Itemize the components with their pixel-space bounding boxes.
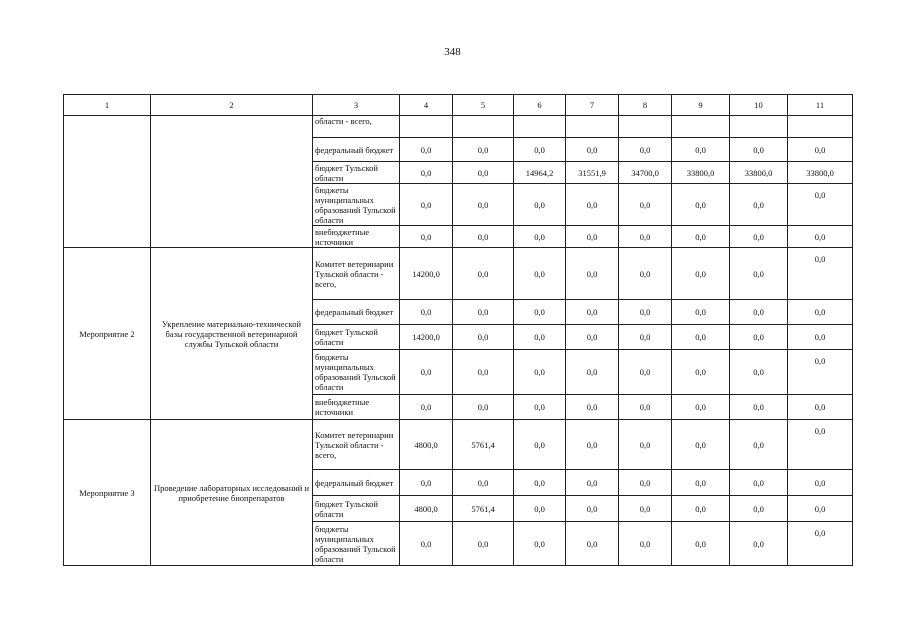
value-cell: 14200,0	[400, 325, 453, 350]
value-cell: 0,0	[453, 470, 514, 496]
value-cell: 0,0	[619, 470, 672, 496]
value-cell: 0,0	[566, 470, 619, 496]
value-cell: 0,0	[672, 138, 730, 162]
funding-source: бюджеты муниципальных образований Тульской области	[313, 350, 400, 395]
value-cell: 0,0	[566, 325, 619, 350]
funding-source: федеральный бюджет	[313, 470, 400, 496]
value-cell: 0,0	[514, 470, 566, 496]
value-cell: 0,0	[730, 420, 788, 470]
value-cell: 0,0	[788, 522, 853, 566]
value-cell: 0,0	[619, 138, 672, 162]
value-cell: 0,0	[453, 184, 514, 226]
header-cell: 9	[672, 95, 730, 116]
value-cell: 0,0	[730, 325, 788, 350]
value-cell: 0,0	[400, 162, 453, 184]
value-cell: 33800,0	[672, 162, 730, 184]
value-cell: 33800,0	[788, 162, 853, 184]
funding-source: внебюджетные источники	[313, 226, 400, 248]
value-cell: 0,0	[619, 300, 672, 325]
value-cell: 0,0	[672, 184, 730, 226]
value-cell: 4800,0	[400, 420, 453, 470]
funding-source: федеральный бюджет	[313, 300, 400, 325]
header-cell: 7	[566, 95, 619, 116]
value-cell	[672, 116, 730, 138]
header-cell: 10	[730, 95, 788, 116]
value-cell	[453, 116, 514, 138]
value-cell: 0,0	[672, 420, 730, 470]
value-cell: 0,0	[788, 226, 853, 248]
header-row	[64, 95, 853, 116]
value-cell	[619, 116, 672, 138]
value-cell: 0,0	[514, 226, 566, 248]
value-cell: 0,0	[672, 325, 730, 350]
value-cell: 0,0	[514, 420, 566, 470]
value-cell: 0,0	[672, 395, 730, 420]
value-cell: 5761,4	[453, 496, 514, 522]
funding-source: бюджеты муниципальных образований Тульской области	[313, 522, 400, 566]
value-cell: 0,0	[514, 350, 566, 395]
value-cell: 0,0	[788, 470, 853, 496]
value-cell: 14200,0	[400, 248, 453, 300]
funding-source: бюджеты муниципальных образований Тульской области	[313, 184, 400, 226]
value-cell: 0,0	[788, 325, 853, 350]
value-cell: 0,0	[672, 350, 730, 395]
value-cell: 0,0	[619, 226, 672, 248]
value-cell: 0,0	[672, 496, 730, 522]
value-cell: 0,0	[514, 248, 566, 300]
value-cell: 0,0	[566, 350, 619, 395]
value-cell: 0,0	[400, 184, 453, 226]
funding-source: бюджет Тульской области	[313, 325, 400, 350]
event-name	[151, 116, 313, 248]
funding-source: области - всего,	[313, 116, 400, 138]
value-cell: 0,0	[566, 522, 619, 566]
value-cell: 0,0	[566, 395, 619, 420]
value-cell: 0,0	[453, 325, 514, 350]
value-cell	[566, 116, 619, 138]
value-cell: 0,0	[514, 325, 566, 350]
header-cell: 4	[400, 95, 453, 116]
event-label: Мероприятие 2	[64, 248, 151, 420]
value-cell: 0,0	[788, 350, 853, 395]
value-cell: 0,0	[453, 350, 514, 395]
value-cell: 0,0	[619, 522, 672, 566]
funding-source: бюджет Тульской области	[313, 496, 400, 522]
value-cell: 0,0	[788, 138, 853, 162]
value-cell: 0,0	[788, 300, 853, 325]
funding-source: внебюджетные источники	[313, 395, 400, 420]
value-cell: 0,0	[400, 522, 453, 566]
value-cell: 0,0	[619, 350, 672, 395]
funding-source: Комитет ветеринарии Тульской области - всего,	[313, 420, 400, 470]
value-cell: 0,0	[619, 420, 672, 470]
value-cell: 0,0	[400, 300, 453, 325]
value-cell: 33800,0	[730, 162, 788, 184]
value-cell: 0,0	[566, 138, 619, 162]
value-cell	[730, 116, 788, 138]
value-cell: 0,0	[514, 300, 566, 325]
value-cell: 0,0	[730, 395, 788, 420]
value-cell: 0,0	[453, 248, 514, 300]
value-cell: 0,0	[453, 395, 514, 420]
value-cell: 0,0	[730, 496, 788, 522]
value-cell: 0,0	[566, 300, 619, 325]
page-number: 348	[444, 46, 461, 58]
value-cell: 0,0	[619, 395, 672, 420]
value-cell	[788, 116, 853, 138]
value-cell: 0,0	[514, 395, 566, 420]
value-cell: 0,0	[400, 395, 453, 420]
value-cell: 0,0	[788, 184, 853, 226]
header-cell: 5	[453, 95, 514, 116]
header-cell: 11	[788, 95, 853, 116]
value-cell: 0,0	[730, 350, 788, 395]
value-cell: 0,0	[453, 162, 514, 184]
value-cell: 0,0	[453, 226, 514, 248]
value-cell: 0,0	[400, 138, 453, 162]
value-cell: 0,0	[730, 470, 788, 496]
value-cell: 0,0	[453, 522, 514, 566]
value-cell	[400, 116, 453, 138]
value-cell: 0,0	[730, 522, 788, 566]
value-cell: 0,0	[788, 496, 853, 522]
header-cell: 3	[313, 95, 400, 116]
value-cell: 0,0	[788, 248, 853, 300]
event-label: Мероприятие 3	[64, 420, 151, 566]
value-cell: 0,0	[514, 184, 566, 226]
value-cell: 0,0	[400, 350, 453, 395]
value-cell: 5761,4	[453, 420, 514, 470]
value-cell: 4800,0	[400, 496, 453, 522]
event-name: Укрепление материально-технической базы государственной ветеринарной службы Тульской области	[151, 248, 313, 420]
table-row	[64, 248, 853, 300]
value-cell: 0,0	[730, 184, 788, 226]
value-cell: 14964,2	[514, 162, 566, 184]
header-cell: 2	[151, 95, 313, 116]
value-cell: 0,0	[566, 184, 619, 226]
value-cell: 0,0	[619, 325, 672, 350]
value-cell: 0,0	[672, 248, 730, 300]
value-cell: 0,0	[566, 226, 619, 248]
value-cell: 0,0	[566, 496, 619, 522]
value-cell: 0,0	[400, 470, 453, 496]
value-cell: 0,0	[566, 248, 619, 300]
funding-source: Комитет ветеринарии Тульской области - всего,	[313, 248, 400, 300]
value-cell: 0,0	[730, 138, 788, 162]
value-cell: 0,0	[566, 420, 619, 470]
funding-source: бюджет Тульской области	[313, 162, 400, 184]
header-cell: 6	[514, 95, 566, 116]
value-cell: 0,0	[514, 138, 566, 162]
table-row	[64, 420, 853, 470]
value-cell: 0,0	[788, 395, 853, 420]
event-name: Проведение лабораторных исследований и приобретение биопрепаратов	[151, 420, 313, 566]
value-cell: 0,0	[514, 522, 566, 566]
value-cell: 0,0	[619, 184, 672, 226]
funding-source: федеральный бюджет	[313, 138, 400, 162]
header-cell: 8	[619, 95, 672, 116]
value-cell: 0,0	[453, 138, 514, 162]
value-cell	[514, 116, 566, 138]
value-cell: 0,0	[672, 522, 730, 566]
value-cell: 0,0	[730, 226, 788, 248]
value-cell: 0,0	[400, 226, 453, 248]
value-cell: 0,0	[788, 420, 853, 470]
table-row	[64, 116, 853, 138]
value-cell: 0,0	[730, 248, 788, 300]
funding-table	[63, 94, 853, 566]
value-cell: 0,0	[619, 248, 672, 300]
value-cell: 34700,0	[619, 162, 672, 184]
value-cell: 0,0	[453, 300, 514, 325]
header-cell: 1	[64, 95, 151, 116]
value-cell: 0,0	[672, 226, 730, 248]
value-cell: 0,0	[730, 300, 788, 325]
value-cell: 0,0	[672, 470, 730, 496]
value-cell: 0,0	[514, 496, 566, 522]
value-cell: 0,0	[619, 496, 672, 522]
event-label	[64, 116, 151, 248]
value-cell: 0,0	[672, 300, 730, 325]
value-cell: 31551,9	[566, 162, 619, 184]
